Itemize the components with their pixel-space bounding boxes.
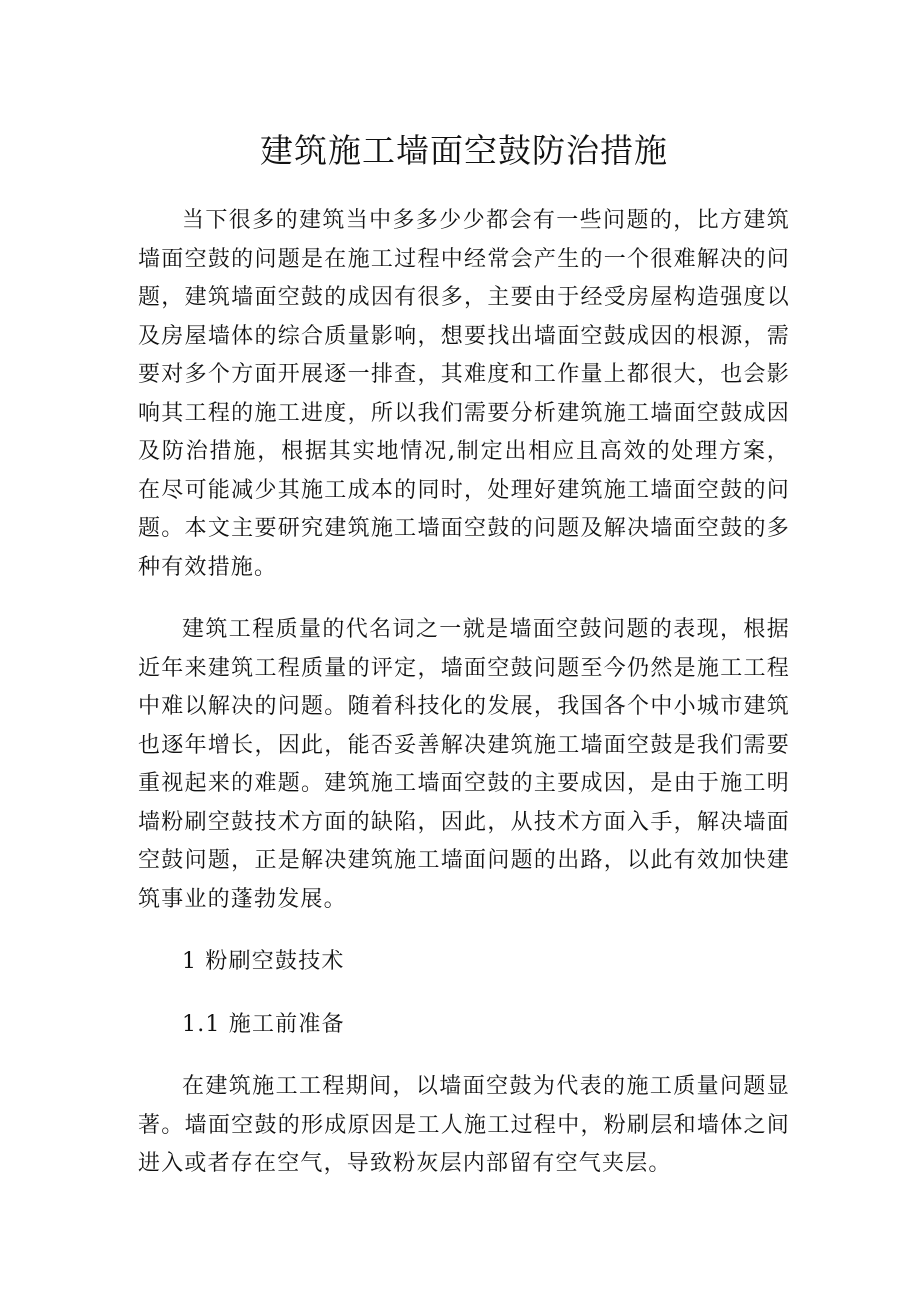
section-heading-1: 1 粉刷空鼓技术: [182, 949, 345, 974]
document-title: 建筑施工墙面空鼓防治措施: [260, 131, 668, 170]
paragraph-background: 建筑工程质量的代名词之一就是墙面空鼓问题的表现，根据近年来建筑工程质量的评定，墙面空鼓问题至今仍然是施工工程中难以解决的问题。随着科技化的发展，我国各个中小城市建筑也逐年增长，因此，能否妥善解决建筑施工墙面空鼓是我们需要重视起来的难题。建筑施工墙面空鼓的主要成因，是由于施工明墙粉刷空鼓技术方面的缺陷，因此，从技术方面入手，解决墙面空鼓问题，正是解决建筑施工墙面问题的出路，以此有效加快建筑事业的蓬勃发展。: [138, 617, 790, 912]
paragraph-preparation: 在建筑施工工程期间，以墙面空鼓为代表的施工质量问题显著。墙面空鼓的形成原因是工人施工过程中，粉刷层和墙体之间进入或者存在空气，导致粉灰层内部留有空气夹层。: [138, 1074, 790, 1176]
document-page: [138, 0, 790, 1184]
paragraph-intro: 当下很多的建筑当中多多少少都会有一些问题的，比方建筑墙面空鼓的问题是在施工过程中经常会产生的一个很难解决的问题，建筑墙面空鼓的成因有很多，主要由于经受房屋构造强度以及房屋墙体的综合质量影响，想要找出墙面空鼓成因的根源，需要对多个方面开展逐一排查，其难度和工作量上都很大，也会影响其工程的施工进度，所以我们需要分析建筑施工墙面空鼓成因及防治措施，根据其实地情况,制定出相应且高效的处理方案，在尽可能减少其施工成本的同时，处理好建筑施工墙面空鼓的问题。本文主要研究建筑施工墙面空鼓的问题及解决墙面空鼓的多种有效措施。: [138, 208, 790, 580]
section-heading-1-1: 1.1 施工前准备: [182, 1011, 345, 1037]
